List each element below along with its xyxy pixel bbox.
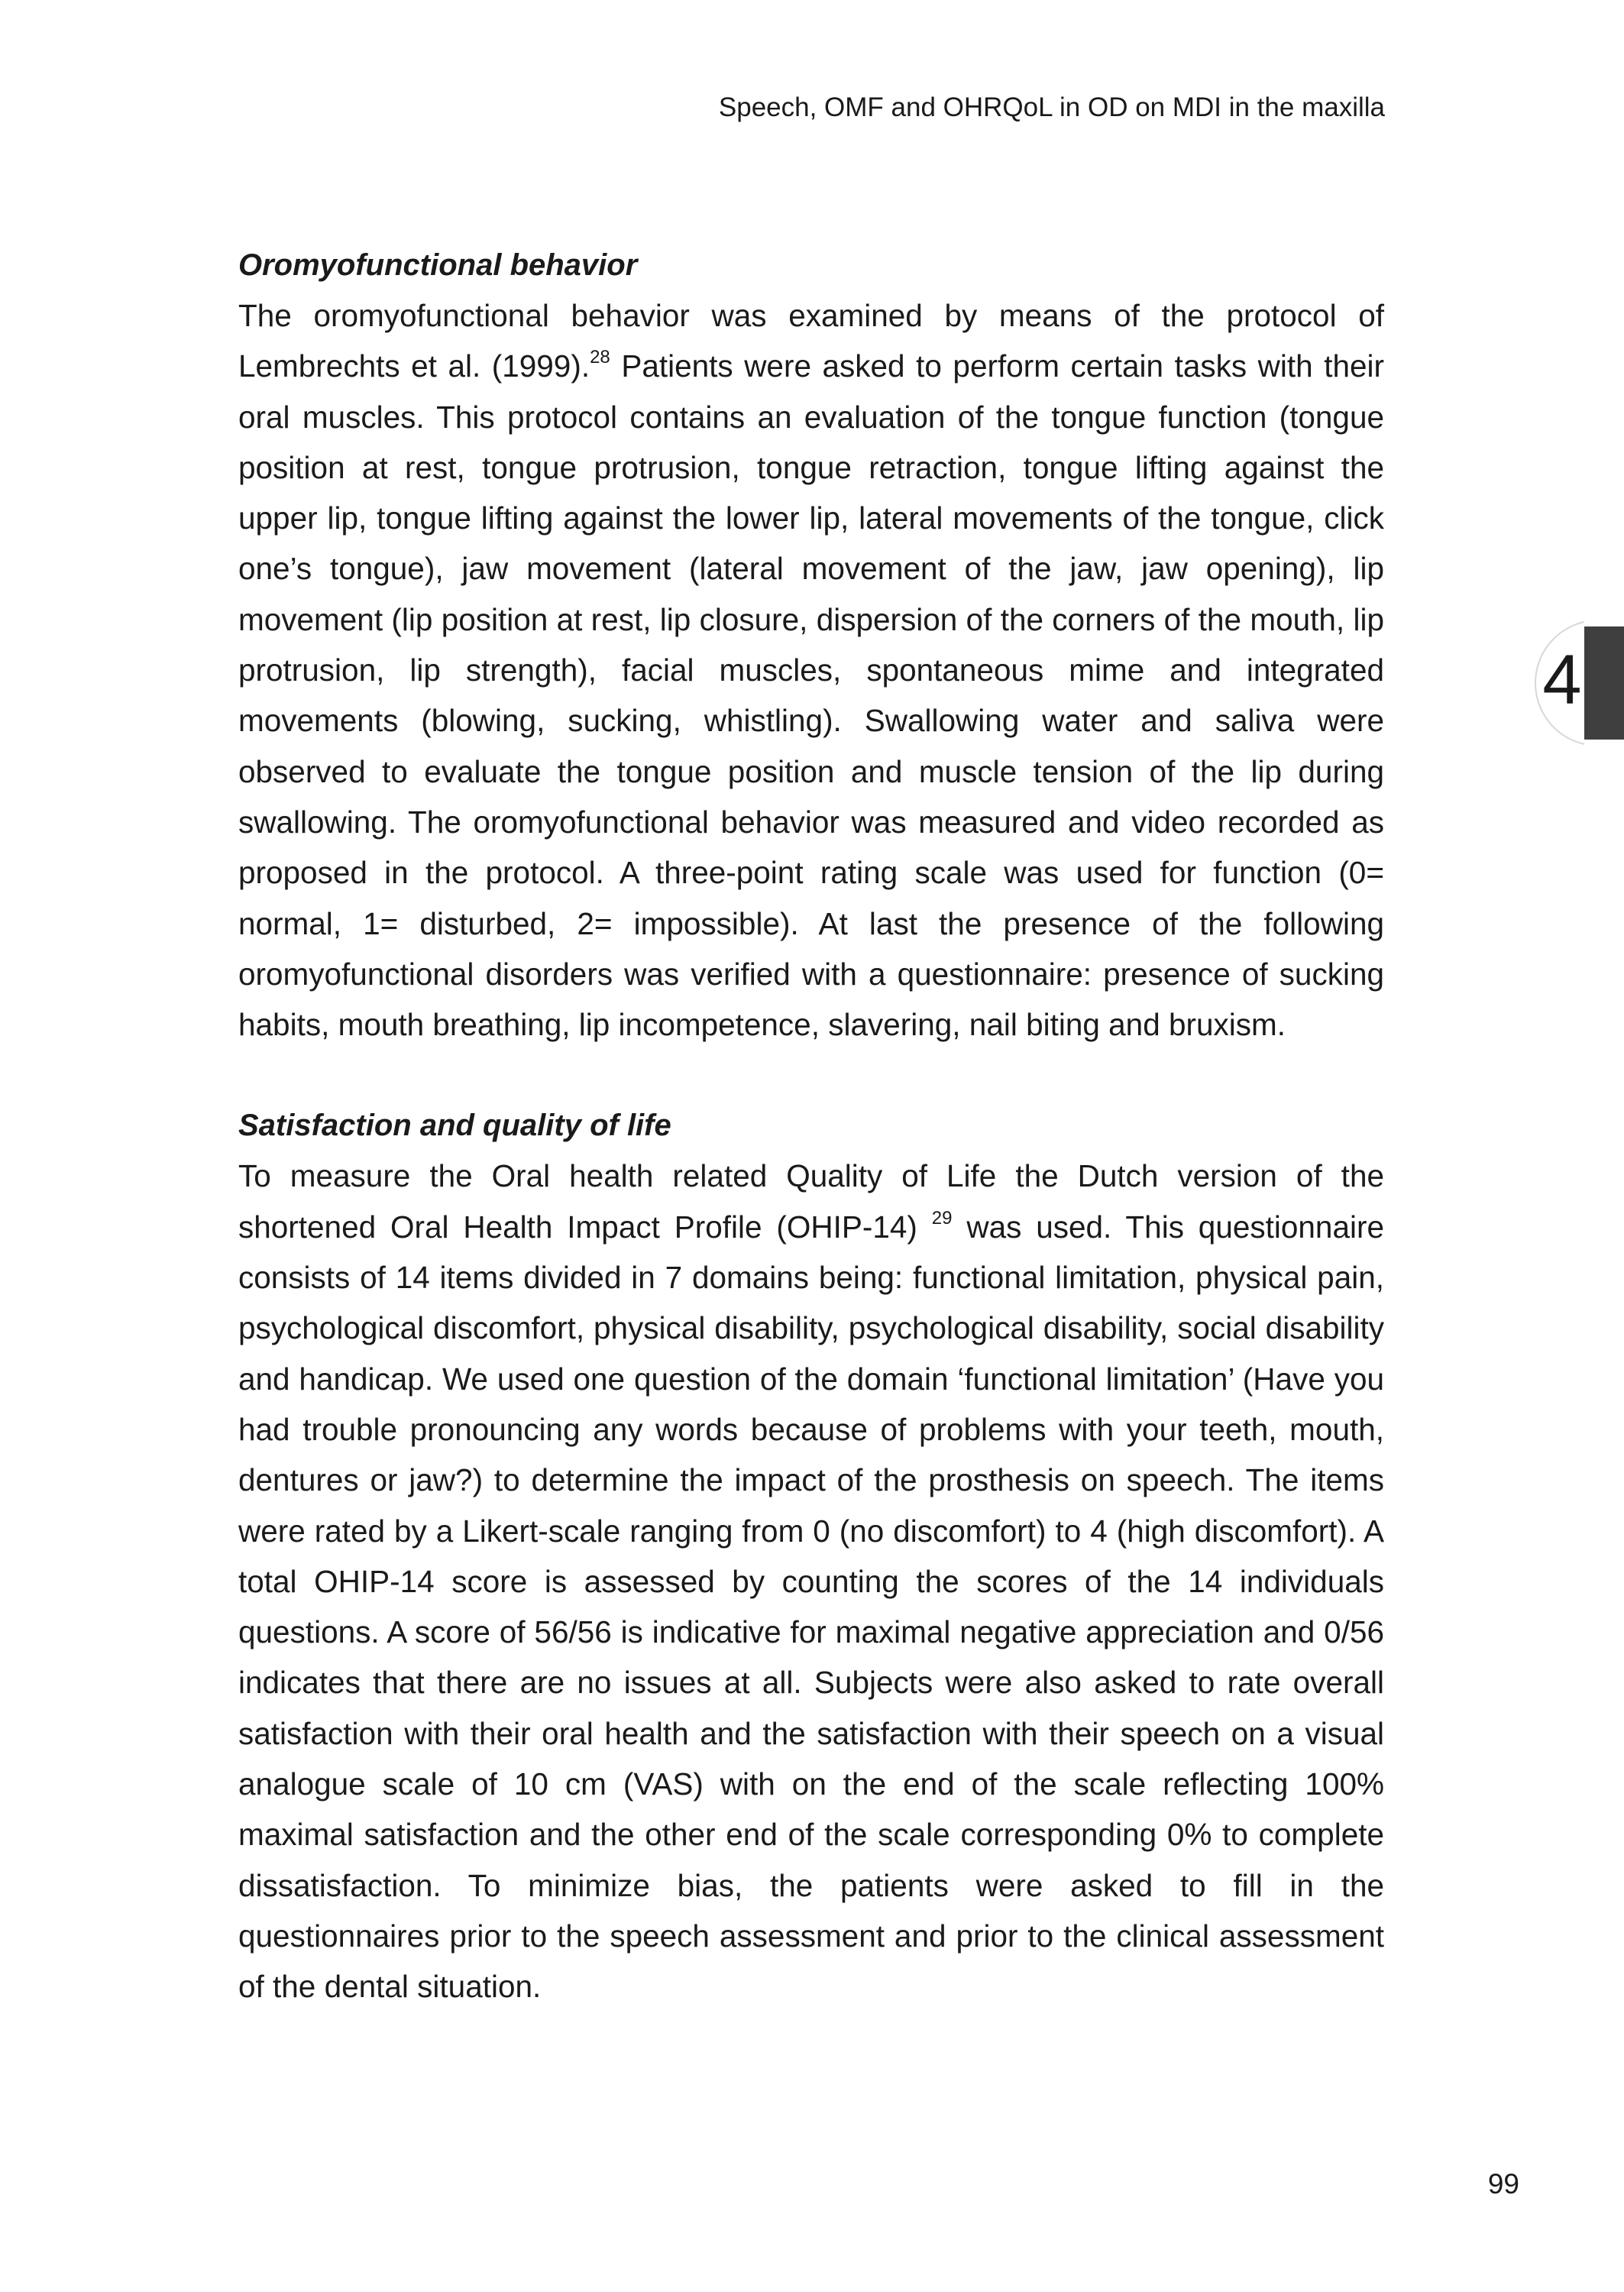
page-body xyxy=(238,240,1384,2012)
section-heading: Oromyofunctional behavior xyxy=(238,248,638,282)
paragraph-text: Patients were asked to perform certain tasks with their oral muscles. This protocol contains an evaluation of the tongue function (tongue position at rest, tongue protrusion, tongue retraction, tongue lifting against the upper lip, tongue lifting against the lower lip, lateral movements of the tongue, click one’s tongue), jaw movement (lateral movement of the jaw, jaw opening), lip movement (lip position at rest, lip closure, dispersion of the corners of the mouth, lip protrusion, lip strength), facial muscles, spontaneous mime and integrated movements (blowing, sucking, whistling). Swallowing water and saliva were observed to evaluate the tongue position and muscle tension of the lip during swallowing. The oromyofunctional behavior was measured and video recorded as proposed in the protocol. A three-point rating scale was used for function (0= normal, 1= disturbed, 2= impossible). At last the presence of the following oromyofunctional disorders was verified with a questionnaire: presence of sucking habits, mouth breathing, lip incompetence, slavering, nail biting and bruxism. xyxy=(238,348,1384,1043)
paragraph-text: was used. This questionnaire consists of 14 items divided in 7 domains being: functional limitation, physical pain, psychological discomfort, physical disability, psychological disability, social disability and handicap. We used one question of the domain ‘functional limitation’ (Have you had trouble pronouncing any words because of problems with your teeth, mouth, dentures or jaw?) to determine the impact of the prosthesis on speech. The items were rated by a Likert-scale ranging from 0 (no discomfort) to 4 (high discomfort). A total OHIP-14 score is assessed by counting the scores of the 14 individuals questions. A score of 56/56 is indicative for maximal negative appreciation and 0/56 indicates that there are no issues at all. Subjects were also asked to rate overall satisfaction with their oral health and the satisfaction with their speech on a visual analogue scale of 10 cm (VAS) with on the end of the scale reflecting 100% maximal satisfaction and the other end of the scale corresponding 0% to complete dissatisfaction. To minimize bias, the patients were asked to fill in the questionnaires prior to the speech assessment and prior to the clinical assessment of the dental situation. xyxy=(238,1209,1384,2005)
running-header: Speech, OMF and OHRQoL in OD on MDI in the maxilla xyxy=(718,92,1385,122)
body-paragraph xyxy=(238,1151,1384,2012)
chapter-tab xyxy=(1584,626,1624,740)
reference-superscript: 28 xyxy=(590,347,610,368)
body-paragraph xyxy=(238,290,1384,1050)
reference-superscript: 29 xyxy=(931,1207,953,1229)
section-heading: Satisfaction and quality of life xyxy=(238,1109,671,1143)
paragraph-text: The oromyofunctional behavior was examined by means of the protocol of Lembrechts et al. (1999). xyxy=(238,298,1384,384)
section-oromyofunctional-behavior xyxy=(238,240,1384,1050)
section-satisfaction-quality-of-life xyxy=(238,1100,1384,2012)
page-number: 99 xyxy=(1487,2168,1519,2200)
paragraph-text: To measure the Oral health related Quality of Life the Dutch version of the shortened Oral Health Impact Profile (OHIP-14) xyxy=(238,1158,1384,1245)
chapter-number: 4 xyxy=(1542,641,1582,719)
section-spacer xyxy=(238,1050,1384,1100)
